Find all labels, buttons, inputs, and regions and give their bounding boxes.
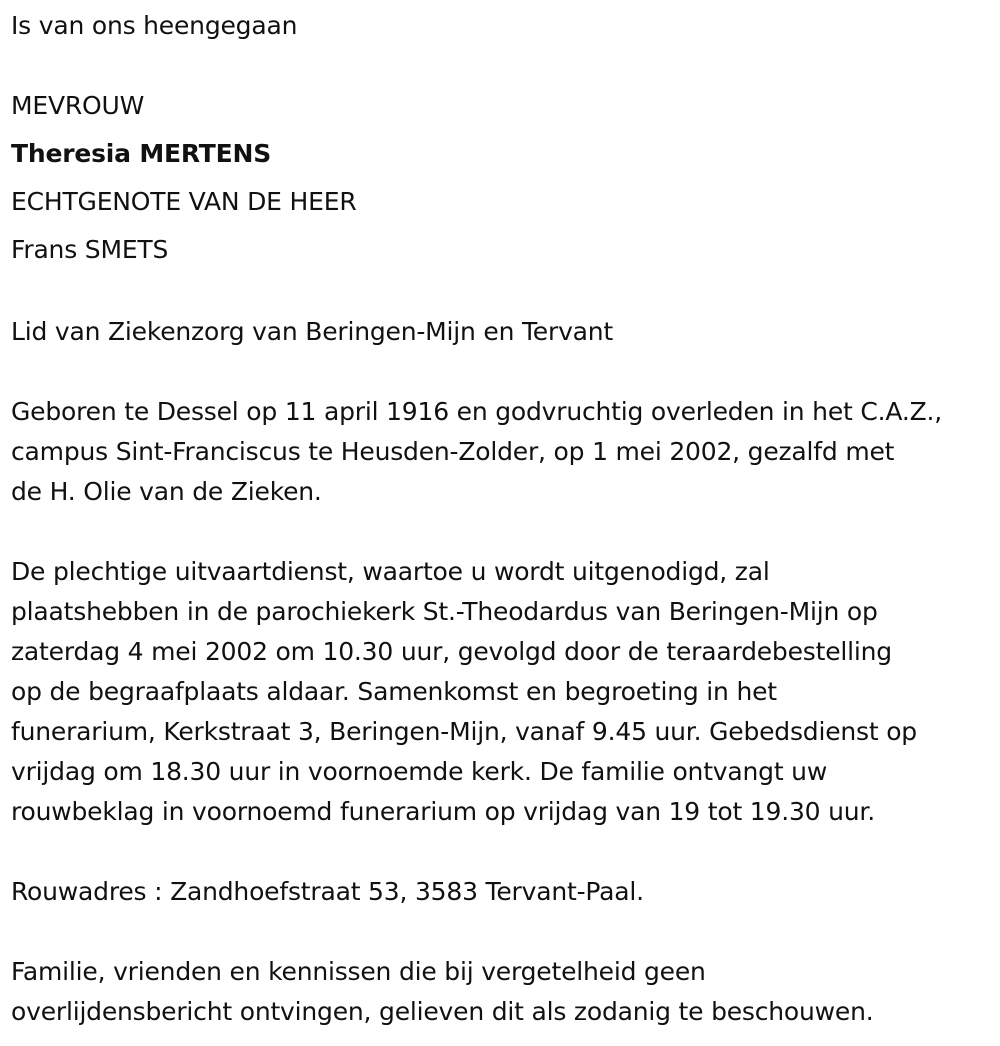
paragraph-line: de H. Olie van de Zieken. (11, 477, 322, 506)
spacer (11, 44, 1000, 88)
membership-text: Lid van Ziekenzorg van Beringen-Mijn en Tervant (11, 317, 614, 346)
honorific-title: MEVROUW (11, 91, 145, 120)
paragraph-line: Familie, vrienden en kennissen die bij vergetelheid geen (11, 957, 706, 986)
paragraph-line: plaatshebben in de parochiekerk St.-Theodardus van Beringen-Mijn op (11, 597, 878, 626)
deceased-name: Theresia MERTENS (11, 139, 272, 168)
paragraph-line: vrijdag om 18.30 uur in voornoemde kerk. De familie ontvangt uw (11, 757, 828, 786)
closing-paragraph (11, 952, 1000, 1032)
spacer (11, 512, 1000, 552)
spacer (11, 832, 1000, 872)
paragraph-line: overlijdensbericht ontvingen, gelieven dit als zodanig te beschouwen. (11, 997, 874, 1026)
spouse-label: ECHTGENOTE VAN DE HEER (11, 187, 357, 216)
spacer (11, 352, 1000, 392)
paragraph-line: De plechtige uitvaartdienst, waartoe u wordt uitgenodigd, zal (11, 557, 770, 586)
paragraph-line: op de begraafplaats aldaar. Samenkomst en begroeting in het (11, 677, 777, 706)
intro-text: Is van ons heengegaan (11, 11, 298, 40)
paragraph-line: Geboren te Dessel op 11 april 1916 en godvruchtig overleden in het C.A.Z., (11, 397, 942, 426)
paragraph-line: funerarium, Kerkstraat 3, Beringen-Mijn, vanaf 9.45 uur. Gebedsdienst op (11, 717, 917, 746)
birth-death-paragraph (11, 392, 1000, 512)
spacer (11, 912, 1000, 952)
service-paragraph (11, 552, 1000, 832)
paragraph-line: rouwbeklag in voornoemd funerarium op vrijdag van 19 tot 19.30 uur. (11, 797, 875, 826)
mourning-address: Rouwadres : Zandhoefstraat 53, 3583 Tervant-Paal. (11, 877, 644, 906)
paragraph-line: zaterdag 4 mei 2002 om 10.30 uur, gevolgd door de teraardebestelling (11, 637, 892, 666)
paragraph-line: campus Sint-Franciscus te Heusden-Zolder, op 1 mei 2002, gezalfd met (11, 437, 895, 466)
spouse-name: Frans SMETS (11, 235, 169, 264)
spacer (11, 268, 1000, 312)
